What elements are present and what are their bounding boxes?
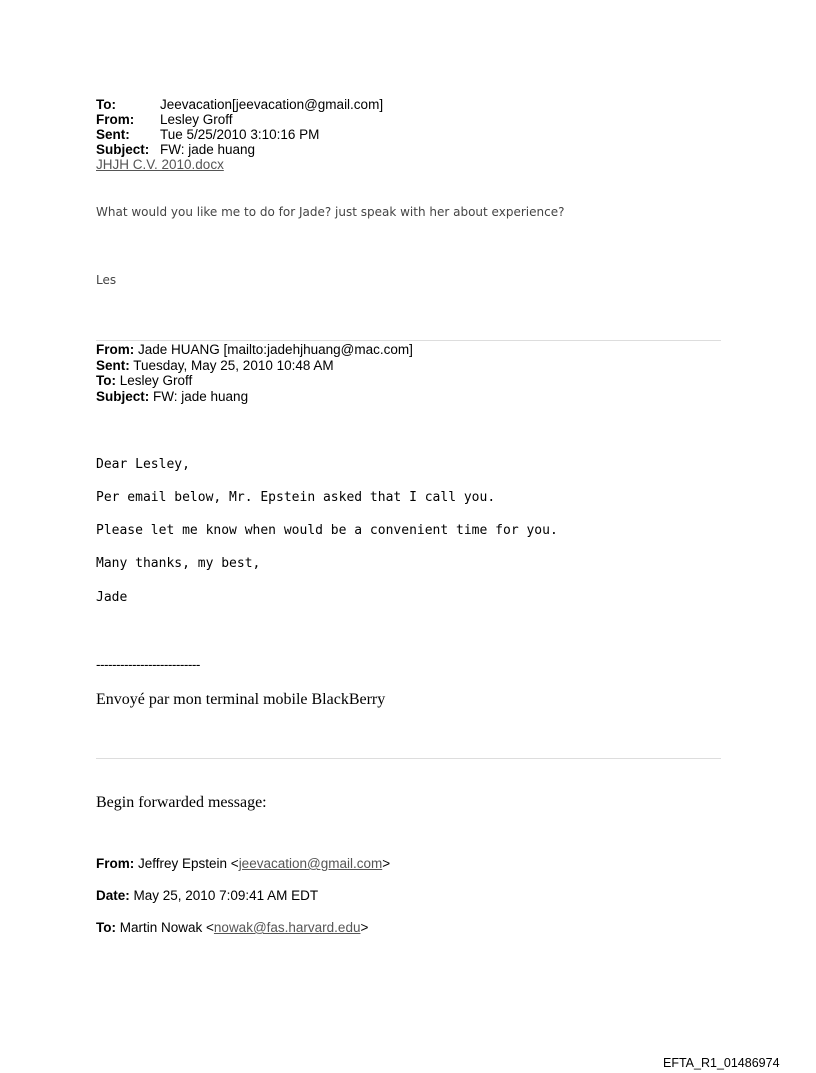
forwarded-intro: Begin forwarded message: — [96, 794, 267, 811]
fwd-sent-value: Tuesday, May 25, 2010 10:48 AM — [129, 357, 334, 373]
to-value: Jeevacation[jeevacation@gmail.com] — [160, 97, 384, 112]
fwd-subject-label: Subject: — [96, 388, 150, 404]
sent-label: Sent: — [96, 127, 130, 142]
device-signature: Envoyé par mon terminal mobile BlackBerry — [96, 691, 386, 708]
subject-value: FW: jade huang — [160, 142, 256, 157]
fwd2-date-value: May 25, 2010 7:09:41 AM EDT — [129, 888, 319, 903]
subject-label: Subject: — [96, 142, 150, 157]
fwd2-to-close: > — [360, 920, 369, 935]
fwd-to-value: Lesley Groff — [116, 373, 193, 388]
message-name: Jade — [96, 590, 128, 605]
fwd2-from-email-link[interactable]: jeevacation@gmail.com — [238, 856, 383, 871]
fwd2-to-label: To: — [96, 920, 116, 935]
attachment-link[interactable]: JHJH C.V. 2010.docx — [96, 157, 224, 172]
fwd2-to-name: Martin Nowak < — [116, 920, 214, 935]
fwd2-to-email-link[interactable]: nowak@fas.harvard.edu — [213, 920, 361, 935]
forward-header — [96, 342, 413, 404]
fwd-sent-label: Sent: — [96, 357, 130, 373]
message-line-1: Per email below, Mr. Epstein asked that I call you. — [96, 490, 496, 505]
divider — [96, 758, 721, 759]
fwd2-from-name: Jeffrey Epstein < — [134, 856, 239, 871]
separator-dashes: -------------------------- — [96, 657, 200, 672]
email-header — [96, 97, 496, 172]
from-label: From: — [96, 112, 135, 127]
fwd2-to-line — [96, 920, 368, 935]
message-greeting: Dear Lesley, — [96, 457, 190, 472]
fwd2-from-line — [96, 856, 390, 871]
document-id: EFTA_R1_01486974 — [663, 1056, 780, 1070]
to-label: To: — [96, 97, 116, 112]
fwd-subject-value: FW: jade huang — [149, 388, 249, 404]
fwd2-date-label: Date: — [96, 888, 130, 903]
reply-signature: Les — [96, 273, 117, 287]
message-closing: Many thanks, my best, — [96, 556, 261, 571]
fwd-to-label: To: — [96, 373, 116, 388]
fwd2-from-close: > — [382, 856, 391, 871]
fwd-from-label: From: — [96, 342, 135, 357]
sent-value: Tue 5/25/2010 3:10:16 PM — [160, 127, 320, 142]
from-value: Lesley Groff — [160, 112, 233, 127]
message-line-2: Please let me know when would be a convenient time for you. — [96, 523, 558, 538]
fwd2-from-label: From: — [96, 856, 135, 871]
reply-text: What would you like me to do for Jade? just speak with her about experience? — [96, 205, 565, 219]
fwd-from-value: Jade HUANG [mailto:jadehjhuang@mac.com] — [134, 342, 413, 357]
divider — [96, 340, 721, 341]
fwd2-date-line — [96, 888, 318, 903]
